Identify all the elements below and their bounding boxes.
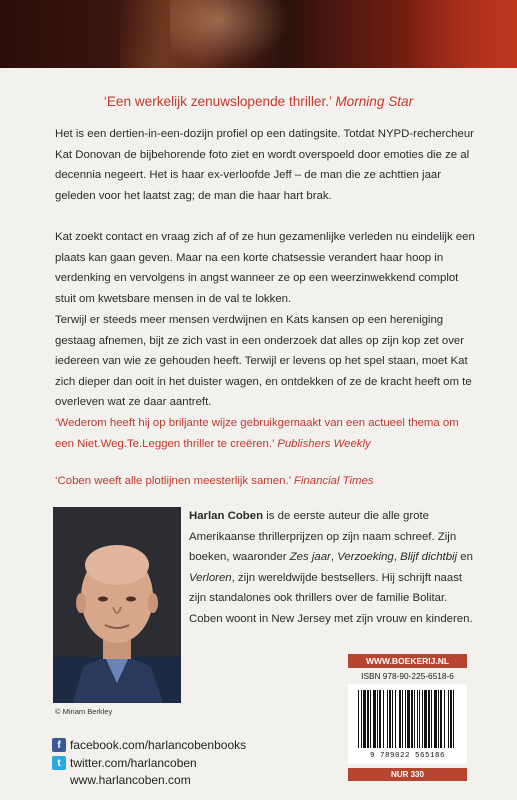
face-glow (170, 0, 290, 68)
facebook-url: facebook.com/harlancobenbooks (70, 738, 247, 752)
barcode-bar (450, 690, 452, 748)
publisher-website-bar: WWW.BOEKERIJ.NL (348, 654, 467, 668)
barcode-bar (440, 690, 442, 748)
facebook-icon: f (52, 738, 66, 752)
bio-text-2: , zijn wereldwijde bestsellers. Hij schrijft naast zijn standalones ook thrillers over de familie Bolitar. Coben woont in New Jersey met zijn vrouw en kinderen. (189, 571, 473, 625)
barcode-bar (373, 690, 376, 748)
barcode-bar (399, 690, 401, 748)
barcode-bar (367, 690, 369, 748)
review-quote-1-text: ‘Wederom heeft hij op briljante wijze gebruikgemaakt van een actueel thema om een Niet.Weg.Te.Leggen thriller te creëren.’ (55, 417, 459, 450)
twitter-link[interactable] (52, 756, 197, 770)
barcode-bar (438, 690, 439, 748)
bio-book-2: Verzoeking (337, 551, 394, 564)
isbn-number: ISBN 978-90-225-6518-6 (361, 671, 454, 681)
barcode-bar (422, 690, 423, 748)
synopsis-paragraph-2: Kat zoekt contact en vraag zich af of ze hun gezamenlijke verleden nu eindelijk een plaats kan gaan geven. Maar na een korte chatsessie verandert haar hoop in verdenking en vervolgens in angst wanneer ze op een weerzinwekkend complot stuit om kwetsbare mensen in de val te lokken. (55, 231, 475, 305)
author-portrait-illustration (53, 507, 181, 703)
website-link[interactable] (70, 773, 191, 787)
barcode-bar (417, 690, 418, 748)
barcode-bar (383, 690, 384, 748)
cover-photo-strip (0, 0, 517, 68)
author-photo (53, 507, 181, 703)
bio-book-3: Blijf dichtbij (400, 551, 458, 564)
barcode-bar (363, 690, 366, 748)
barcode-bar (379, 690, 381, 748)
barcode-bar (414, 690, 415, 748)
barcode-bar (448, 690, 449, 748)
bio-sep-1: , (330, 551, 338, 564)
barcode-bar (377, 690, 378, 748)
tagline-quote: ‘Een werkelijk zenuwslopende thriller.’ (103, 94, 332, 109)
bio-book-4: Verloren (189, 571, 232, 584)
barcode-bar (411, 690, 413, 748)
nur-code: NUR 330 (348, 768, 467, 781)
bio-sep-3: en (457, 551, 473, 564)
barcode-bar (434, 690, 437, 748)
tagline (0, 94, 517, 109)
facebook-link[interactable] (52, 738, 246, 752)
barcode-bar (431, 690, 432, 748)
barcode-bar (392, 690, 393, 748)
barcode-bar (419, 690, 420, 748)
author-name: Harlan Coben (189, 510, 264, 522)
barcode-bar (444, 690, 445, 748)
review-quote-1-source: Publishers Weekly (277, 437, 371, 450)
author-bio (189, 506, 477, 630)
bio-text-1: is de eerste auteur die alle grote Amerikaanse thrillerprijzen op zijn naam schreef. Zijn boeken, waaronder (189, 510, 457, 564)
barcode-bar (424, 690, 427, 748)
barcode-bar (402, 690, 403, 748)
synopsis-paragraph-1: Het is een dertien-in-een-dozijn profiel op een datingsite. Totdat NYPD-rechercheur Kat Donovan de bijbehorende foto ziet en wordt overspoeld door emoties die ze al decennia negeert. Het is haar ex-verloofde Jeff – de man die ze achttien jaar geleden voor het laatst zag; de man die haar hart brak. (55, 128, 474, 202)
barcode-bar (405, 690, 406, 748)
barcode-bar (361, 690, 362, 748)
barcode-bars (348, 684, 467, 750)
barcode-bar (387, 690, 388, 748)
barcode-bar (428, 690, 430, 748)
review-quote-2 (55, 471, 475, 492)
review-quote-2-text: ‘Coben weeft alle plotlijnen meesterlijk samen.’ (55, 475, 291, 487)
review-quote-2-source: Financial Times (293, 475, 374, 487)
synopsis-paragraph-3: Terwijl er steeds meer mensen verdwijnen en Kats kansen op een hereniging gestaag afnemen, bijt ze zich vast in een onderzoek dat alles op zijn kop zet over iedereen van wie ze gehouden heeft. Terwijl er levens op het spel staan, moet Kat zich dieper dan ooit in het duister wagen, en ontdekken of ze de kracht heeft om te overleven wat ze daar aantreft. (55, 314, 472, 409)
barcode-bar (407, 690, 410, 748)
barcode-bar (395, 690, 396, 748)
tagline-source: Morning Star (335, 94, 414, 109)
twitter-icon: t (52, 756, 66, 770)
website-url: www.harlancoben.com (70, 773, 191, 787)
review-quote-1 (55, 413, 475, 454)
barcode-digits: 9 789022 565186 (369, 752, 445, 760)
barcode-bar (370, 690, 371, 748)
barcode-bar (453, 690, 454, 748)
photo-credit: © Miriam Berkley (55, 707, 113, 716)
twitter-url: twitter.com/harlancoben (70, 756, 197, 770)
barcode-bar (389, 690, 391, 748)
red-light (407, 0, 517, 68)
barcode (348, 684, 467, 764)
barcode-bar (358, 690, 359, 748)
bio-sep-2: , (393, 551, 401, 564)
bio-book-1: Zes jaar (289, 551, 331, 564)
